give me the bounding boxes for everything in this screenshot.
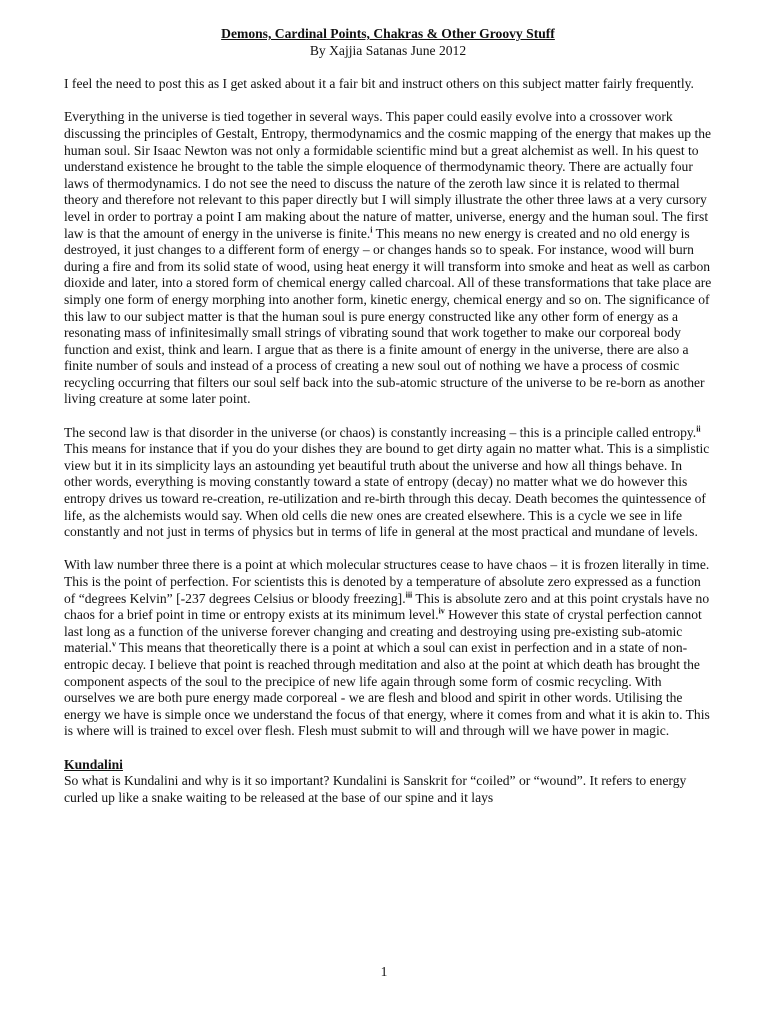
paragraph-first-law	[64, 109, 712, 408]
paragraph-text: This is absolute zero and at this point crystals have no chaos for a brief point in time or entropy exists at its minimum level.	[64, 590, 710, 623]
paragraph-second-law	[64, 425, 712, 541]
footnote-marker[interactable]: ii	[696, 424, 701, 434]
paragraph-intro: I feel the need to post this as I get asked about it a fair bit and instruct others on this subject matter fairly frequently.	[64, 76, 694, 92]
paragraph-text: With law number three there is a point at which molecular structures cease to have chaos – it is frozen literally in time. This is the point of perfection. For scientists this is denoted by a temperature of absolute zero expressed as a function of “degrees Kelvin” [-237 degrees Celsius or bloody freezing].	[64, 557, 710, 606]
document-body	[64, 26, 712, 823]
section-heading-kundalini: Kundalini	[64, 756, 123, 772]
document-title: Demons, Cardinal Points, Chakras & Other Groovy Stuff	[221, 26, 555, 41]
footnote-marker[interactable]: v	[111, 639, 116, 649]
document-byline: By Xajjia Satanas June 2012	[309, 42, 467, 58]
footnote-marker[interactable]: i	[370, 225, 373, 234]
footnote-marker[interactable]: iv	[438, 606, 445, 616]
paragraph-third-law	[64, 557, 712, 740]
paragraph-text: This means for instance that if you do your dishes they are bound to get dirty again no matter what. This is a simplistic view but it in its simplicity lays an astounding yet beautiful truth about the universe and how all things behave. In other words, everything is moving constantly toward a state of entropy (decay) no matter what we do however this entropy drives us toward re-creation, re-utilization and re-birth through this decay. Death becomes the quintessence of life, as the alchemists would say. When old cells die new ones are created elsewhere. This is a cycle we see in life constantly and not just in terms of physics but in terms of life in general at the most practical and mundane of levels.	[64, 441, 710, 540]
paragraph-text: Everything in the universe is tied together in several ways. This paper could easily evolve into a crossover work discussing the principles of Gestalt, Entropy, thermodynamics and the cosmic mapping of the energy that makes up the human soul. Sir Isaac Newton was not only a formidable scientific mind but a great alchemist as well. In his quest to understand existence he brought to the table the simple eloquence of thermodynamic theory. There are actually four laws of thermodynamics. I do not see the need to discuss the nature of the zeroth law since it is related to thermal theory and therefore not relevant to this paper directly but I will simply illustrate the other three laws at a very cursory level in order to portray a point I am making about the nature of matter, universe, energy and the human soul. The first law is that the amount of energy in the universe is finite.	[64, 109, 712, 241]
paragraph-text: However this state of crystal perfection cannot last long as a function of the universe forever changing and creating and destroying using pre-existing sub-atomic material.	[64, 607, 702, 656]
paragraph-kundalini: So what is Kundalini and why is it so important? Kundalini is Sanskrit for “coiled” or “wound”. It refers to energy curled up like a snake waiting to be released at the base of our spine and it lays	[64, 773, 687, 805]
paragraph-text: This means that theoretically there is a point at which a soul can exist in perfection and in a state of non-entropic decay. I believe that point is reached through meditation and also at the point at which death has brought the component aspects of the soul to the precipice of new life again through some form of cosmic recycling. With ourselves we are both pure energy made corporeal - we are flesh and blood and spirit in other words. Utilising the energy we have is simple once we understand the focus of that energy, where it comes from and what it is akin to. This is where will is trained to excel over flesh. Flesh must submit to will and through will we have power in magic.	[64, 640, 710, 739]
page-number: 1	[380, 964, 388, 979]
paragraph-text: This means no new energy is created and no old energy is destroyed, it just changes to a different form of energy – or changes hands so to speak. For instance, wood will burn during a fire and from its solid state of wood, using heat energy it will transform into smoke and heat as well as carbon dioxide and later, into a stored form of chemical energy called charcoal. All of these transformations that take place are simply one form of energy morphing into another form, kinetic energy, chemical energy and so on. The significance of this law to our subject matter is that the human soul is pure energy constructed like any other form of energy as a resonating mass of infinitesimally small strings of vibrating sound that work together to make our corporeal body function and exist, think and learn. I argue that as there is a finite amount of energy in the universe, there are also a finite number of souls and instead of a process of creating a new soul out of nothing we have a process of cosmic recycling occurring that filters our soul self back into the sub-atomic structure of the universe to be re-born as another living creature at some later point.	[64, 225, 712, 407]
footnote-marker[interactable]: iii	[405, 590, 413, 600]
paragraph-text: The second law is that disorder in the universe (or chaos) is constantly increasing – this is a principle called entropy.	[64, 424, 697, 440]
